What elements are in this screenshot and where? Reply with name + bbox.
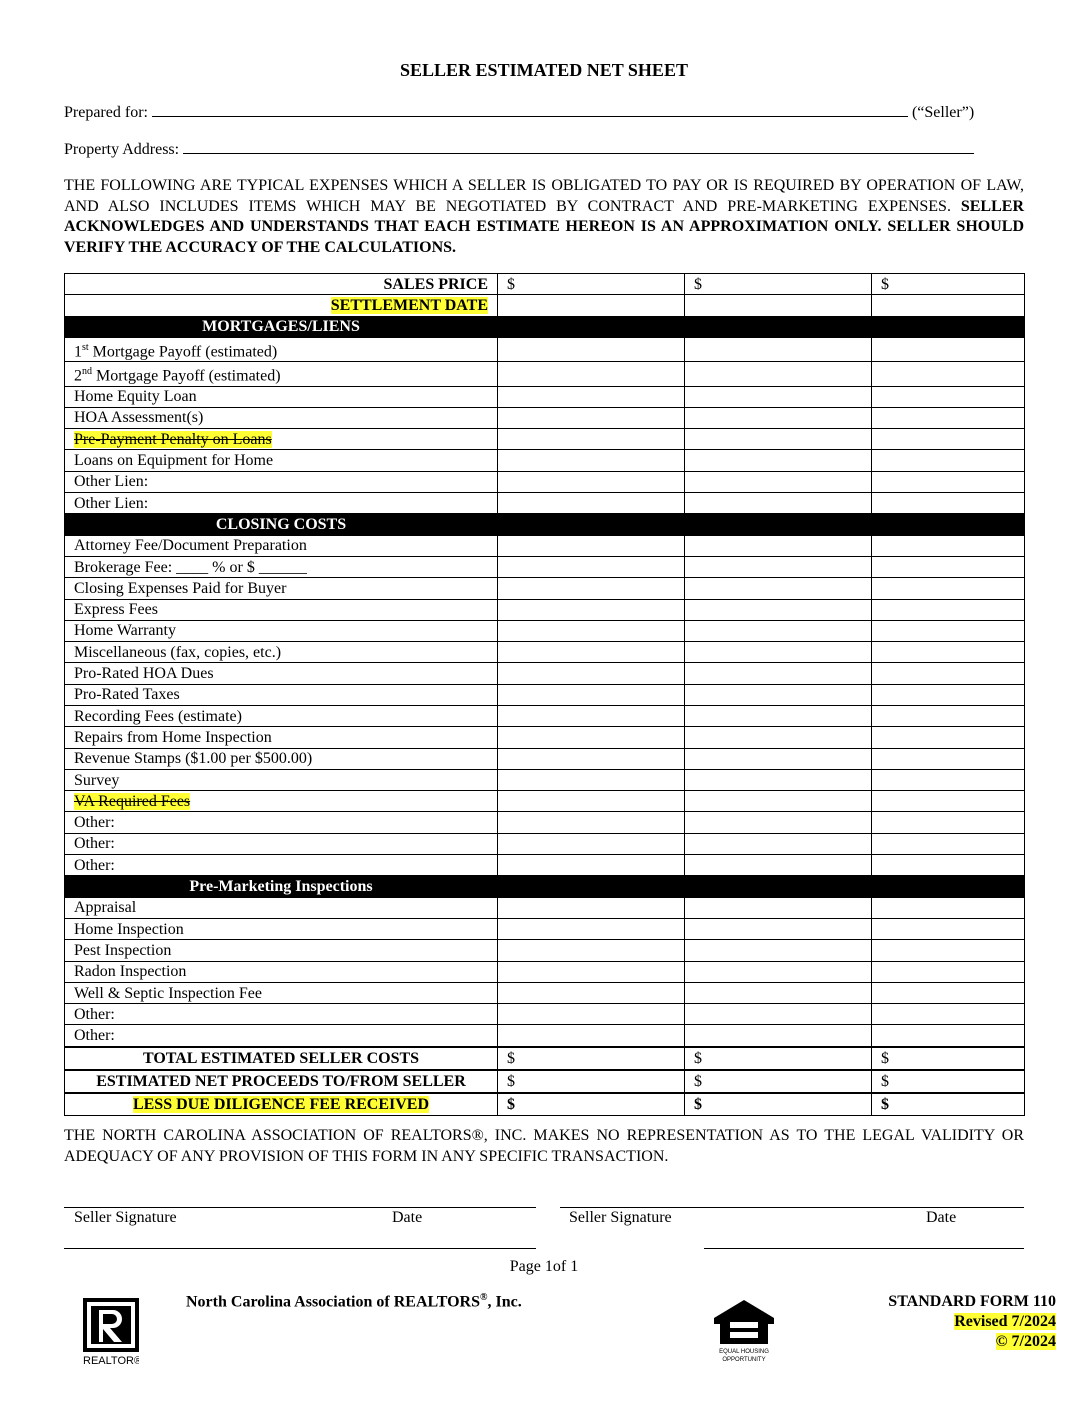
table-row <box>65 961 1025 982</box>
table-row <box>65 1004 1025 1025</box>
table-row <box>65 727 1025 748</box>
row-label: Home Warranty <box>65 620 498 641</box>
net-proceeds-label: ESTIMATED NET PROCEEDS TO/FROM SELLER <box>65 1070 498 1093</box>
row-label: Pro-Rated Taxes <box>65 684 498 705</box>
signature-line-4[interactable] <box>704 1248 1024 1249</box>
settlement-date-cell-1[interactable] <box>498 295 685 316</box>
table-row <box>65 706 1025 727</box>
table-row <box>65 556 1025 577</box>
mortgages-header-row <box>65 316 1025 337</box>
row-label: Repairs from Home Inspection <box>65 727 498 748</box>
revised-date: Revised 7/2024 <box>954 1313 1056 1330</box>
row-label: Appraisal <box>65 897 498 918</box>
row-label: Radon Inspection <box>65 961 498 982</box>
table-row <box>65 386 1025 407</box>
realtor-r-icon <box>83 1298 139 1366</box>
seller-suffix: (“Seller”) <box>911 104 975 121</box>
row-label: Pro-Rated HOA Dues <box>65 663 498 684</box>
table-row <box>65 982 1025 1003</box>
prepayment-label: Pre-Payment Penalty on Loans <box>74 430 272 448</box>
seller-signature-line-1[interactable] <box>64 1207 536 1208</box>
seller-signature-label-2: Seller Signature <box>569 1209 672 1226</box>
total-costs-label: TOTAL ESTIMATED SELLER COSTS <box>65 1047 498 1070</box>
row-label: Other: <box>65 812 498 833</box>
closing-header-row <box>65 514 1025 535</box>
form-identifier <box>888 1292 1056 1352</box>
row-label: Loans on Equipment for Home <box>65 450 498 471</box>
prepared-for-field[interactable] <box>152 102 908 117</box>
due-diligence-row: LESS DUE DILIGENCE FEE RECEIVED $ $ $ <box>65 1093 1025 1116</box>
row-label: Home Inspection <box>65 918 498 939</box>
seller-signature-label-1: Seller Signature <box>74 1209 177 1226</box>
net-proceeds-row: ESTIMATED NET PROCEEDS TO/FROM SELLER $ $ $ <box>65 1070 1025 1093</box>
row-label: Other Lien: <box>65 471 498 492</box>
prepared-for-label: Prepared for: <box>64 104 148 121</box>
table-row <box>65 429 1025 450</box>
table-row <box>65 471 1025 492</box>
table-row <box>65 493 1025 514</box>
due-diligence-label: LESS DUE DILIGENCE FEE RECEIVED <box>132 1095 430 1113</box>
prepared-for-row <box>64 102 1024 122</box>
row-label: Survey <box>65 769 498 790</box>
row-label: Other: <box>65 855 498 876</box>
table-row <box>65 684 1025 705</box>
svg-text:EQUAL HOUSING: EQUAL HOUSING <box>719 1349 769 1355</box>
premarketing-header: Pre-Marketing Inspections <box>65 876 498 897</box>
table-row <box>65 337 1025 361</box>
net-sheet-table <box>64 273 1025 1116</box>
equal-housing-icon <box>710 1298 778 1364</box>
row-label-cell <box>65 429 498 450</box>
realtor-logo <box>83 1298 139 1366</box>
table-row <box>65 940 1025 961</box>
table-row <box>65 812 1025 833</box>
table-row <box>65 362 1025 386</box>
row-label: 1st Mortgage Payoff (estimated) <box>65 337 498 361</box>
form-title: SELLER ESTIMATED NET SHEET <box>400 60 688 80</box>
settlement-date-cell-3[interactable] <box>872 295 1025 316</box>
va-fees-label: VA Required Fees <box>74 792 191 810</box>
signature-line-3[interactable] <box>64 1248 536 1249</box>
sales-price-cell-3[interactable]: $ <box>872 274 1025 295</box>
row-label: Home Equity Loan <box>65 386 498 407</box>
table-row <box>65 769 1025 790</box>
svg-text:REALTOR®: REALTOR® <box>83 1355 139 1366</box>
intro-normal-text: THE FOLLOWING ARE TYPICAL EXPENSES WHICH A SELLER IS OBLIGATED TO PAY OR IS REQUIRED BY OPERATION OF LAW, AND ALSO INCLUDES ITEMS WHICH MAY BE NEGOTIATED BY CONTRACT AND PRE-MARKETING EXPENSES. <box>64 177 1024 215</box>
date-label-1: Date <box>392 1209 423 1226</box>
property-address-label: Property Address: <box>64 141 180 158</box>
table-row <box>65 748 1025 769</box>
sales-price-cell-1[interactable]: $ <box>498 274 685 295</box>
settlement-date-row <box>65 295 1025 316</box>
settlement-date-cell-2[interactable] <box>685 295 872 316</box>
property-address-row <box>64 139 1024 159</box>
row-label: Other Lien: <box>65 493 498 514</box>
row-label: Miscellaneous (fax, copies, etc.) <box>65 642 498 663</box>
copyright: © 7/2024 <box>995 1333 1056 1350</box>
row-label: Revenue Stamps ($1.00 per $500.00) <box>65 748 498 769</box>
table-row <box>65 663 1025 684</box>
row-label: Well & Septic Inspection Fee <box>65 982 498 1003</box>
table-row <box>65 1025 1025 1047</box>
table-row <box>65 535 1025 556</box>
table-row <box>65 642 1025 663</box>
row-label: 2nd Mortgage Payoff (estimated) <box>65 362 498 386</box>
sales-price-row <box>65 274 1025 295</box>
table-row <box>65 855 1025 876</box>
page-number: Page 1of 1 <box>509 1258 579 1275</box>
sales-price-label: SALES PRICE <box>65 274 498 295</box>
seller-signature-line-2[interactable] <box>560 1207 1024 1208</box>
disclaimer: THE NORTH CAROLINA ASSOCIATION OF REALTORS®, INC. MAKES NO REPRESENTATION AS TO THE LEGAL VALIDITY OR ADEQUACY OF ANY PROVISION OF THIS FORM IN ANY SPECIFIC TRANSACTION. <box>64 1127 1024 1165</box>
table-row <box>65 833 1025 854</box>
form-name: STANDARD FORM 110 <box>888 1293 1056 1310</box>
property-address-field[interactable] <box>183 139 974 154</box>
premarketing-header-row <box>65 876 1025 897</box>
sales-price-cell-2[interactable]: $ <box>685 274 872 295</box>
table-row <box>65 897 1025 918</box>
due-diligence-label-cell <box>65 1093 498 1116</box>
date-label-2: Date <box>926 1209 957 1226</box>
table-row <box>65 599 1025 620</box>
equal-housing-logo <box>710 1298 778 1364</box>
row-label: Other: <box>65 1004 498 1025</box>
svg-text:OPPORTUNITY: OPPORTUNITY <box>722 1357 766 1363</box>
table-row <box>65 918 1025 939</box>
settlement-date-label-cell <box>65 295 498 316</box>
row-label: Recording Fees (estimate) <box>65 706 498 727</box>
table-row <box>65 578 1025 599</box>
row-label: Pest Inspection <box>65 940 498 961</box>
intro-paragraph <box>64 176 1024 258</box>
table-row <box>65 407 1025 428</box>
row-label: Brokerage Fee: ____ % or $ ______ <box>65 556 498 577</box>
settlement-date-label: SETTLEMENT DATE <box>330 296 488 314</box>
row-label: Other: <box>65 1025 498 1047</box>
row-label: Other: <box>65 833 498 854</box>
row-label: Express Fees <box>65 599 498 620</box>
row-label: Closing Expenses Paid for Buyer <box>65 578 498 599</box>
closing-header: CLOSING COSTS <box>65 514 498 535</box>
table-row <box>65 450 1025 471</box>
row-label-cell <box>65 791 498 812</box>
table-row <box>65 791 1025 812</box>
total-costs-row: TOTAL ESTIMATED SELLER COSTS $ $ $ <box>65 1047 1025 1070</box>
row-label: HOA Assessment(s) <box>65 407 498 428</box>
table-row <box>65 620 1025 641</box>
row-label: Attorney Fee/Document Preparation <box>65 535 498 556</box>
mortgages-header: MORTGAGES/LIENS <box>65 316 498 337</box>
footer-org-name: North Carolina Association of REALTORS®, Inc. <box>186 1292 522 1311</box>
intro-bold-text: SELLER ACKNOWLEDGES AND UNDERSTANDS THAT EACH ESTIMATE HEREON IS AN APPROXIMATION ONLY. SELLER SHOULD VERIFY THE ACCURACY OF THE CALCULATIONS. <box>64 197 1024 256</box>
